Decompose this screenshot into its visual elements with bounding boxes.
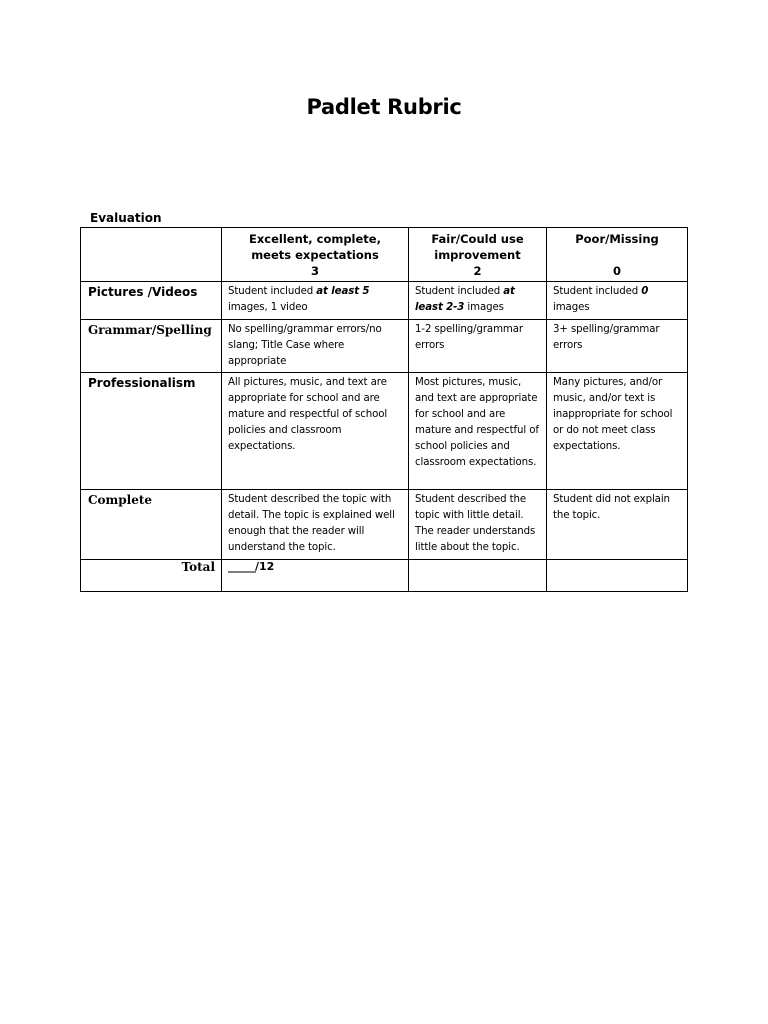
cell-professionalism-excellent: All pictures, music, and text are appropriate for school and are mature and respectful of school policies and classroom expectations. <box>222 373 409 490</box>
cell-professionalism-fair: Most pictures, music, and text are appropriate for school and are mature and respectful of school policies and classroom expectations. <box>409 373 547 490</box>
total-score-field <box>222 560 409 592</box>
row-label-professionalism: Professionalism <box>81 373 222 490</box>
score-max: /12 <box>255 560 275 573</box>
header-score: 0 <box>612 264 621 278</box>
cell-pictures-poor: Student included 0 images <box>547 282 688 320</box>
table-row <box>81 373 688 490</box>
section-label: Evaluation <box>90 211 162 225</box>
cell-complete-excellent: Student described the topic with detail. The topic is explained well enough that the reader will understand the topic. <box>222 490 409 560</box>
row-label-pictures: Pictures /Videos <box>81 282 222 320</box>
table-row <box>81 490 688 560</box>
score-blank: ______ <box>228 560 255 573</box>
header-title: Excellent, complete, meets expectations <box>249 232 381 262</box>
cell-pictures-fair: Student included at least 2-3 images <box>409 282 547 320</box>
page-title: Padlet Rubric <box>306 95 462 119</box>
header-fair <box>409 228 547 282</box>
cell-complete-fair: Student described the topic with little detail. The reader understands little about the topic. <box>409 490 547 560</box>
cell-complete-poor: Student did not explain the topic. <box>547 490 688 560</box>
cell-grammar-poor: 3+ spelling/grammar errors <box>547 320 688 373</box>
row-label-grammar: Grammar/Spelling <box>81 320 222 373</box>
header-spacer <box>547 247 687 263</box>
total-empty-cell <box>409 560 547 592</box>
header-title: Fair/Could use improvement <box>431 232 524 262</box>
row-label-complete: Complete <box>81 490 222 560</box>
corner-cell <box>81 228 222 282</box>
total-empty-cell <box>547 560 688 592</box>
header-poor <box>547 228 688 282</box>
rubric-table <box>80 227 688 592</box>
header-score: 3 <box>310 264 319 278</box>
cell-grammar-fair: 1-2 spelling/grammar errors <box>409 320 547 373</box>
header-excellent <box>222 228 409 282</box>
header-row <box>81 228 688 282</box>
total-row <box>81 560 688 592</box>
header-title: Poor/Missing <box>575 232 659 246</box>
cell-grammar-excellent: No spelling/grammar errors/no slang; Title Case where appropriate <box>222 320 409 373</box>
cell-pictures-excellent: Student included at least 5 images, 1 video <box>222 282 409 320</box>
total-label: Total <box>81 560 222 592</box>
cell-professionalism-poor: Many pictures, and/or music, and/or text is inappropriate for school or do not meet class expectations. <box>547 373 688 490</box>
table-row <box>81 320 688 373</box>
table-row <box>81 282 688 320</box>
header-score: 2 <box>473 264 482 278</box>
